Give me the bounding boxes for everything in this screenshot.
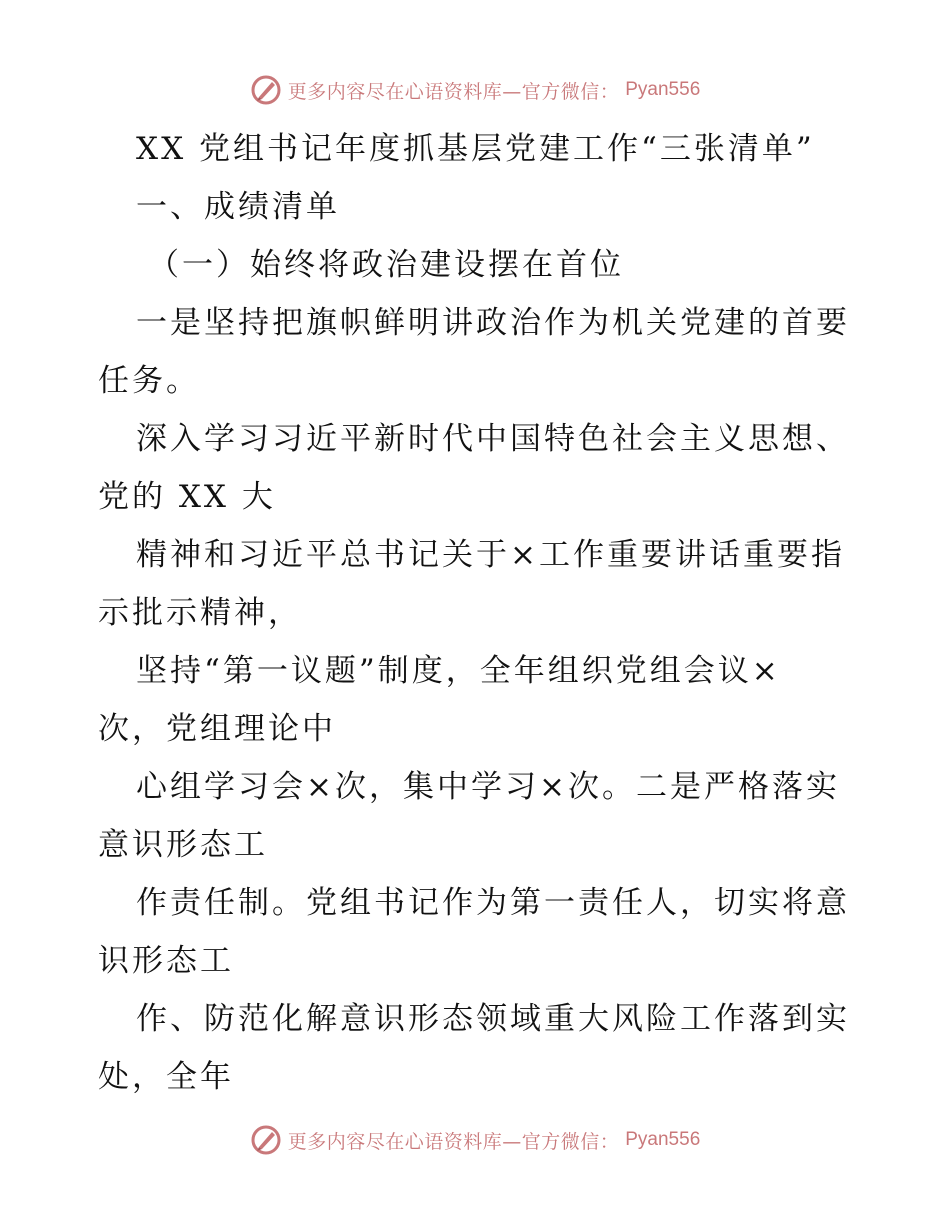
header-banner — [0, 72, 950, 108]
paragraph-line: 坚持“第一议题”制度，全年组织党组会议× — [136, 653, 781, 689]
banner-text: 更多内容尽在心语资料库—官方微信： — [287, 1130, 620, 1153]
paragraph-line: 作、防范化解意识形态领域重大风险工作落到实 — [136, 1001, 850, 1037]
footer-banner — [0, 1122, 950, 1158]
paragraph-line: 精神和习近平总书记关于×工作重要讲话重要指 — [136, 537, 845, 573]
document-body — [98, 120, 858, 1106]
subsection-heading: （一）始终将政治建设摆在首位 — [148, 247, 624, 283]
paragraph-line: 处，全年 — [98, 1059, 234, 1095]
paragraph-line: 党的 XX 大 — [98, 479, 276, 515]
paragraph-line: 示批示精神， — [98, 595, 302, 631]
paragraph-line: 任务。 — [98, 363, 200, 399]
section-heading: 一、成绩清单 — [136, 189, 340, 225]
paragraph-line: 识形态工 — [98, 943, 234, 979]
banner-account: Pyan556 — [625, 1129, 701, 1150]
paragraph-line: 意识形态工 — [98, 827, 268, 863]
paragraph-line: 一是坚持把旗帜鲜明讲政治作为机关党建的首要 — [136, 305, 850, 341]
quill-pen-circle-icon — [250, 74, 282, 106]
paragraph-line: 次，党组理论中 — [98, 711, 336, 747]
paragraph-line: 深入学习习近平新时代中国特色社会主义思想、 — [136, 421, 850, 457]
banner-account: Pyan556 — [625, 79, 701, 100]
paragraph-line: 作责任制。党组书记作为第一责任人，切实将意 — [136, 885, 850, 921]
quill-pen-circle-icon — [250, 1124, 282, 1156]
paragraph-line: 心组学习会×次，集中学习×次。二是严格落实 — [136, 769, 840, 805]
banner-text: 更多内容尽在心语资料库—官方微信： — [287, 80, 620, 103]
document-title: XX 党组书记年度抓基层党建工作“三张清单” — [136, 131, 815, 167]
